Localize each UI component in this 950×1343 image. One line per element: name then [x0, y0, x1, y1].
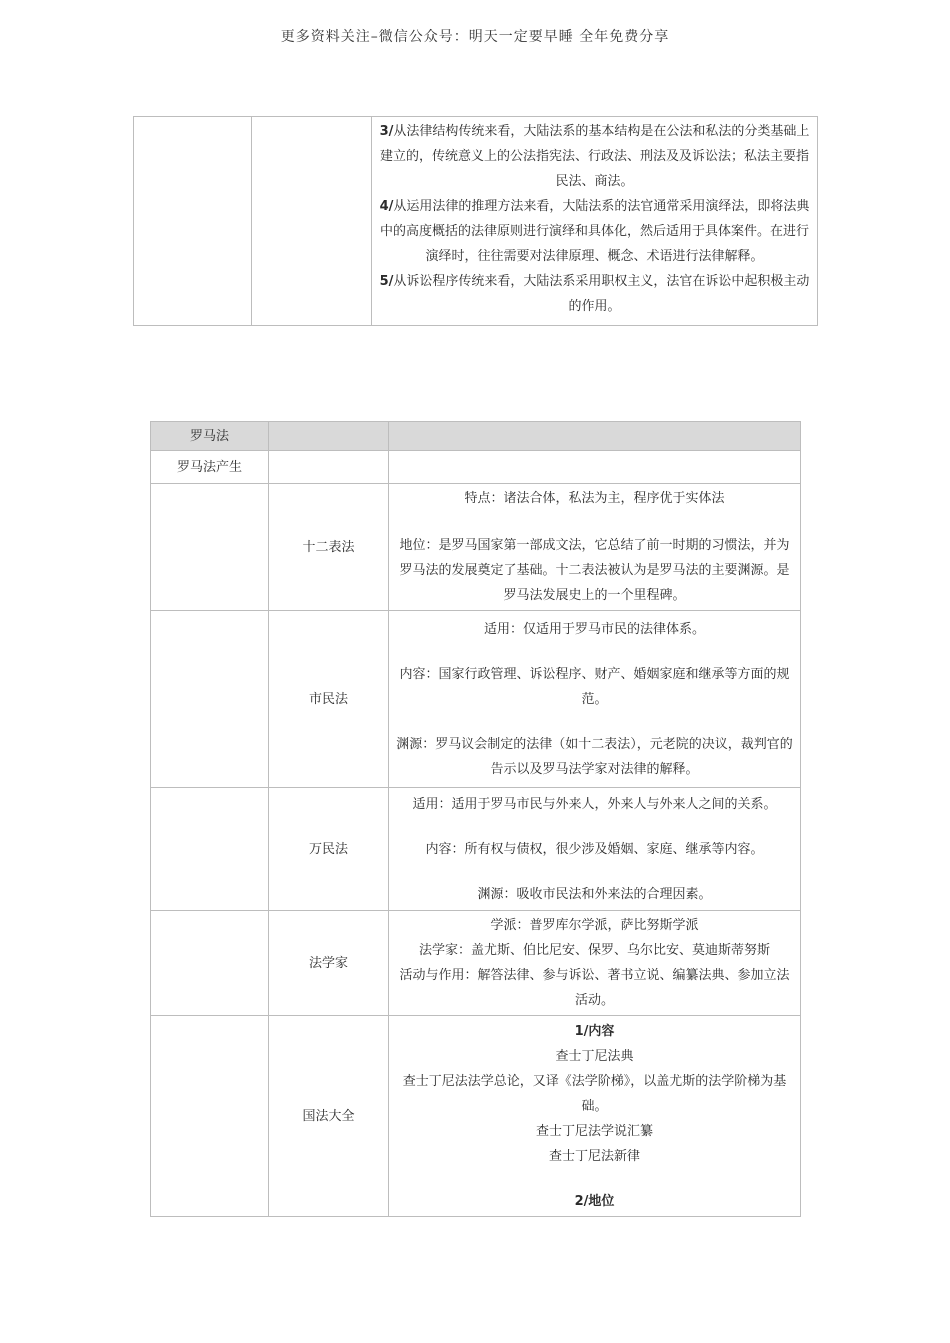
empty-cell	[151, 611, 269, 788]
row-label: 十二表法	[269, 484, 389, 611]
table-row	[151, 788, 801, 911]
paragraph: 查士丁尼法新律	[548, 1148, 640, 1164]
paragraph: 内容：国家行政管理、诉讼程序、财产、婚姻家庭和继承等方面的规范。	[399, 666, 790, 707]
content-cell	[389, 611, 801, 788]
empty-cell	[389, 422, 801, 451]
paragraph-text: 从诉讼程序传统来看，大陆法系采用职权主义，法官在诉讼中起积极主动的作用。	[393, 274, 810, 314]
continental-law-table	[133, 116, 818, 326]
row-label: 市民法	[269, 611, 389, 788]
paragraph	[376, 269, 813, 319]
paragraph-text: 从法律结构传统来看，大陆法系的基本结构是在公法和私法的分类基础上建立的，传统意义上的公法指宪法、行政法、刑法及及诉讼法；私法主要指民法、商法。	[379, 124, 810, 189]
item-number: 4/	[379, 199, 394, 214]
item-number: 5/	[379, 274, 394, 289]
paragraph: 渊源：吸收市民法和外来法的合理因素。	[477, 886, 712, 902]
content-cell	[389, 1016, 801, 1217]
paragraph	[376, 119, 813, 194]
table-row	[151, 451, 801, 484]
row-label: 万民法	[269, 788, 389, 911]
paragraph: 适用：仅适用于罗马市民的法律体系。	[483, 621, 705, 637]
table-row	[151, 611, 801, 788]
content-cell	[389, 788, 801, 911]
paragraph: 查士丁尼法学说汇纂	[535, 1123, 653, 1139]
empty-cell	[151, 911, 269, 1016]
section-heading	[395, 1019, 794, 1044]
table-header: 罗马法	[151, 422, 269, 451]
paragraph: 适用：适用于罗马市民与外来人，外来人与外来人之间的关系。	[412, 796, 777, 812]
page-header: 更多资料关注–微信公众号：明天一定要早睡 全年免费分享	[280, 29, 670, 45]
table-row	[151, 484, 801, 611]
paragraph: 查士丁尼法典	[555, 1048, 634, 1064]
empty-cell	[151, 788, 269, 911]
row-label: 法学家	[269, 911, 389, 1016]
heading-text: 2/地位	[574, 1193, 615, 1209]
row-label: 国法大全	[269, 1016, 389, 1217]
content-cell	[389, 911, 801, 1016]
paragraph: 地位：是罗马国家第一部成文法，它总结了前一时期的习惯法，并为罗马法的发展奠定了基础。十二表法被认为是罗马法的主要渊源。是罗马法发展史上的一个里程碑。	[399, 538, 790, 603]
paragraph: 特点：诸法合体，私法为主，程序优于实体法	[464, 491, 725, 506]
paragraph: 活动与作用：解答法律、参与诉讼、著书立说、编纂法典、参加立法活动。	[399, 968, 790, 1008]
roman-law-table	[150, 421, 801, 1217]
paragraph: 法学家：盖尤斯、伯比尼安、保罗、乌尔比安、莫迪斯蒂努斯	[418, 943, 770, 958]
item-number: 3/	[379, 124, 394, 139]
heading-text: 1/内容	[574, 1023, 615, 1039]
table-row	[134, 117, 818, 326]
paragraph: 渊源：罗马议会制定的法律（如十二表法），元老院的决议，裁判官的告示以及罗马法学家对法律的解释。	[396, 736, 793, 777]
table-row	[151, 1016, 801, 1217]
paragraph-text: 从运用法律的推理方法来看，大陆法系的法官通常采用演绎法，即将法典中的高度概括的法律原则进行演绎和具体化，然后适用于具体案件。在进行演绎时，往往需要对法律原理、概念、术语进行法律解释。	[379, 199, 810, 264]
section-heading	[395, 1189, 794, 1214]
empty-cell	[151, 1016, 269, 1217]
paragraph: 查士丁尼法法学总论，又译《法学阶梯》，以盖尤斯的法学阶梯为基础。	[402, 1073, 787, 1114]
empty-cell	[252, 117, 372, 326]
paragraph: 学派：普罗库尔学派，萨比努斯学派	[490, 918, 699, 933]
empty-cell	[389, 451, 801, 484]
table-header-row	[151, 422, 801, 451]
empty-cell	[151, 484, 269, 611]
empty-cell	[269, 451, 389, 484]
paragraph	[376, 194, 813, 269]
row-label: 罗马法产生	[151, 451, 269, 484]
paragraph: 内容：所有权与债权，很少涉及婚姻、家庭、继承等内容。	[425, 841, 764, 857]
content-cell	[389, 484, 801, 611]
content-cell	[372, 117, 818, 326]
empty-cell	[134, 117, 252, 326]
table-row	[151, 911, 801, 1016]
empty-cell	[269, 422, 389, 451]
